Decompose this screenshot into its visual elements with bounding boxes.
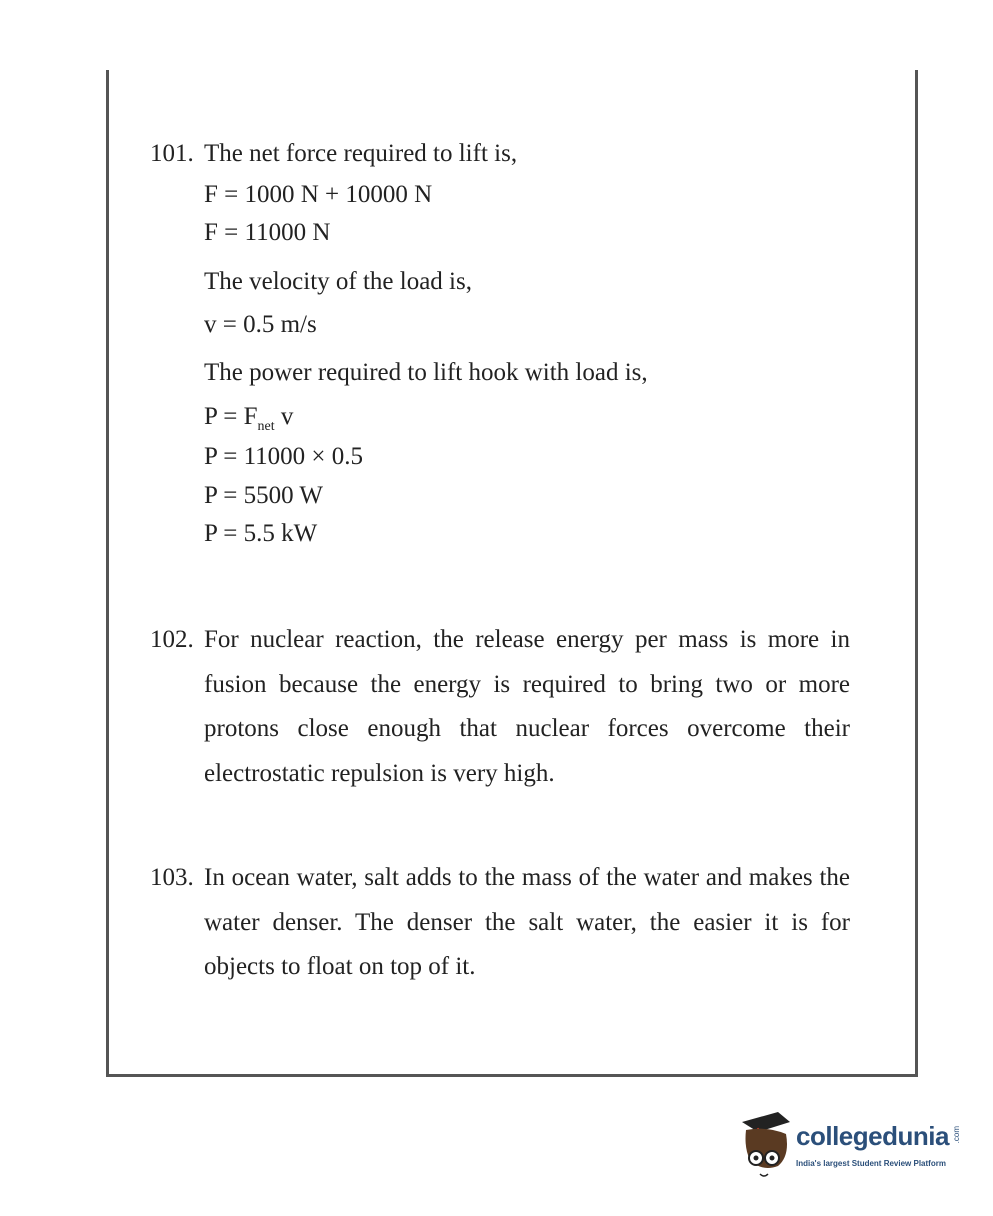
q101-power-eq2: P = 11000 × 0.5 xyxy=(204,443,363,470)
q101-intro-line xyxy=(150,141,517,166)
q103-number: 103. xyxy=(150,864,194,891)
q101-power-eq3: P = 5500 W xyxy=(204,482,323,509)
q101-velocity-eq: v = 0.5 m/s xyxy=(204,311,317,338)
q101-eq2: F = 11000 N xyxy=(204,219,331,246)
q102-paragraph xyxy=(150,618,850,796)
q101-intro: The net force required to lift is, xyxy=(204,140,518,167)
q103-paragraph xyxy=(150,856,850,990)
q101-number: 101. xyxy=(150,140,194,167)
q101-velocity-text: The velocity of the load is, xyxy=(204,268,472,295)
q101-power-eq xyxy=(204,404,293,434)
logo-tagline: India's largest Student Review Platform xyxy=(796,1159,946,1168)
q101-power-eq-end: v xyxy=(274,403,294,430)
q102-number: 102. xyxy=(150,626,194,653)
logo-name: collegedunia xyxy=(796,1121,949,1151)
q101-power-text: The power required to lift hook with load is, xyxy=(204,359,648,386)
q101-power-eq4: P = 5.5 kW xyxy=(204,520,318,547)
q101-eq1: F = 1000 N + 10000 N xyxy=(204,181,433,208)
q103-text: In ocean water, salt adds to the mass of the water and makes the water denser. The denser the salt water, the easier it is for objects to float on top of it. xyxy=(204,864,850,980)
logo-suffix: .com xyxy=(952,1126,961,1144)
q101-power-eq-sub: net xyxy=(257,419,275,434)
q101-power-eq-main: P = F xyxy=(204,403,258,430)
q102-text: For nuclear reaction, the release energy per mass is more in fusion because the energy is required to bring two or more protons close enough that nuclear forces overcome their electrostatic repulsion is very high. xyxy=(204,626,850,787)
